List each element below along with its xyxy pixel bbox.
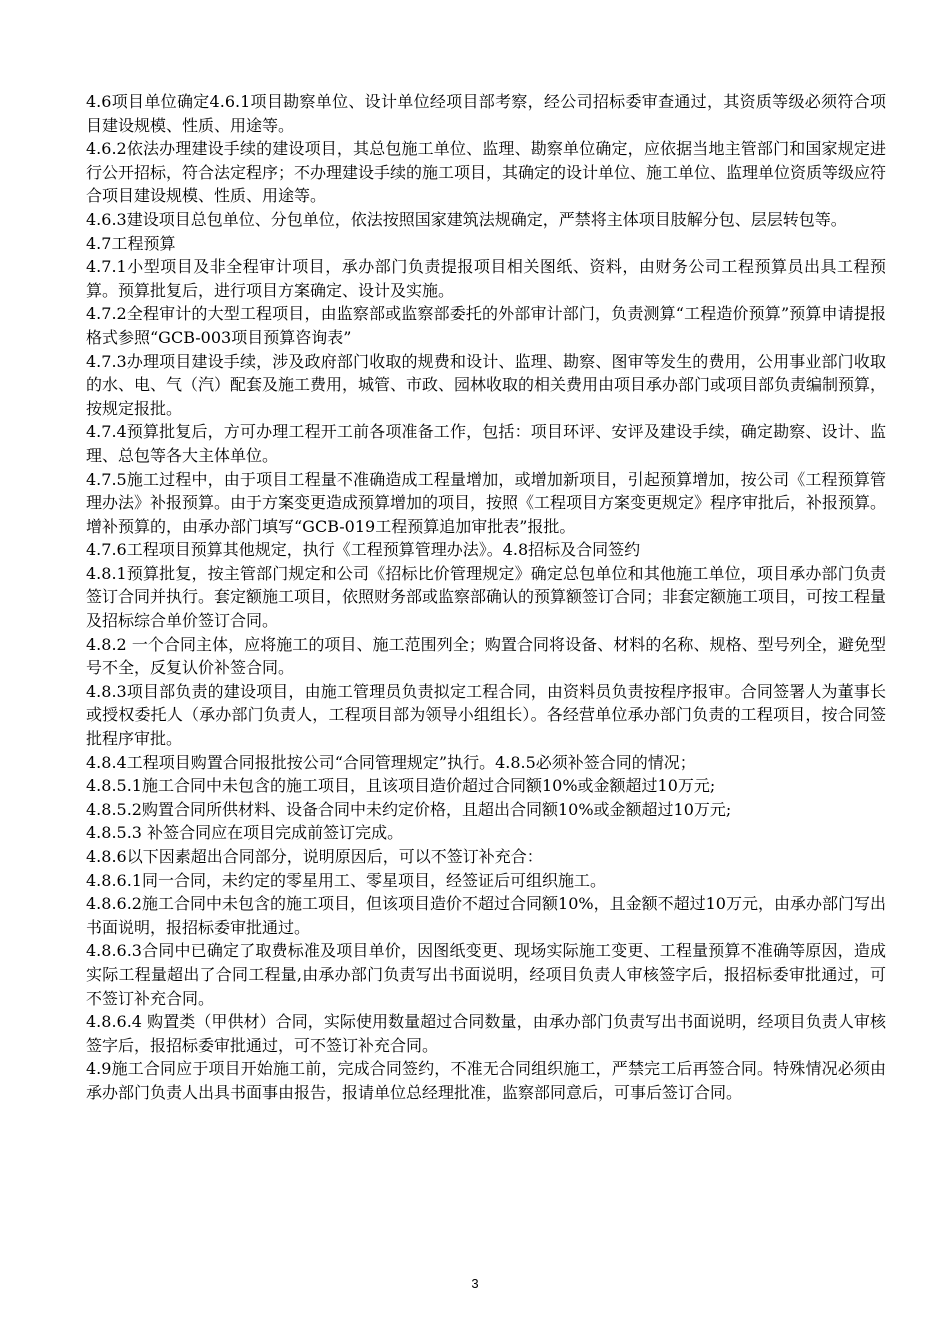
paragraph-4-7-1: 4.7.1小型项目及非全程审计项目，承办部门负责提报项目相关图纸、资料，由财务公司工程预算员出具工程预算。预算批复后，进行项目方案确定、设计及实施。 <box>86 257 886 300</box>
paragraph-4-8-1: 4.8.1预算批复，按主管部门规定和公司《招标比价管理规定》确定总包单位和其他施工单位，项目承办部门负责签订合同并执行。套定额施工项目，依照财务部或监察部确认的预算额签订合同；非套定额施工项目，可按工程量及招标综合单价签订合同。 <box>86 563 887 631</box>
paragraph-4-8-2: 4.8.2 一个合同主体，应将施工的项目、施工范围列全；购置合同将设备、材料的名称、规格、型号列全，避免型号不全，反复认价补签合同。 <box>86 634 886 678</box>
paragraph-4-9: 4.9施工合同应于项目开始施工前，完成合同签约，不准无合同组织施工，严禁完工后再签合同。特殊情况必须由承办部门负责人出具书面事由报告，报请单位总经理批准，监察部同意后，可事后签订合同。 <box>86 1059 886 1102</box>
paragraph-4-8-5-2: 4.8.5.2购置合同所供材料、设备合同中未约定价格，且超出合同额10%或金额超过10万元; <box>86 799 732 819</box>
paragraph-4-8-6-2: 4.8.6.2施工合同中未包含的施工项目，但该项目造价不超过合同额10%，且金额不超过10万元，由承办部门写出书面说明，报招标委审批通过。 <box>86 894 886 937</box>
paragraph-4-6-3: 4.6.3建设项目总包单位、分包单位，依法按照国家建筑法规确定，严禁将主体项目肢解分包、层层转包等。 <box>86 209 847 229</box>
paragraph-4-6: 4.6项目单位确定4.6.1项目勘察单位、设计单位经项目部考察，经公司招标委审查通过，其资质等级必须符合项目建设规模、性质、用途等。 <box>86 92 886 135</box>
section-heading-4-7: 4.7工程预算 <box>86 233 176 253</box>
paragraph-4-7-2: 4.7.2全程审计的大型工程项目，由监察部或监察部委托的外部审计部门，负责测算“工程造价预算”预算申请提报格式参照“GCB-003项目预算咨询表” <box>86 304 886 347</box>
paragraph-4-7-4: 4.7.4预算批复后，方可办理工程开工前各项准备工作，包括：项目环评、安评及建设手续，确定勘察、设计、监理、总包等各大主体单位。 <box>86 422 886 465</box>
paragraph-4-8-6: 4.8.6以下因素超出合同部分，说明原因后，可以不签订补充合： <box>86 847 543 866</box>
paragraph-4-7-6: 4.7.6工程项目预算其他规定，执行《工程预算管理办法》。4.8招标及合同签约 <box>86 540 641 560</box>
paragraph-4-8-6-1: 4.8.6.1同一合同，未约定的零星用工、零星项目，经签证后可组织施工。 <box>86 870 606 890</box>
paragraph-4-6-2: 4.6.2依法办理建设手续的建设项目，其总包施工单位、监理、勘察单位确定，应依据当地主管部门和国家规定进行公开招标，符合法定程序；不办理建设手续的施工项目，其确定的设计单位、施工单位、监理单位资质等级应符合项目建设规模、性质、用途等。 <box>86 139 887 206</box>
paragraph-4-7-3: 4.7.3办理项目建设手续，涉及政府部门收取的规费和设计、监理、勘察、图审等发生的费用，公用事业部门收取的水、电、气（汽）配套及施工费用，城管、市政、园林收取的相关费用由项目承办部门或项目部负责编制预算，按规定报批。 <box>86 351 887 418</box>
paragraph-4-8-5-3: 4.8.5.3 补签合同应在项目完成前签订完成。 <box>86 823 404 843</box>
paragraph-4-8-5-1: 4.8.5.1施工合同中未包含的施工项目，且该项目造价超过合同额10%或金额超过10万元; <box>86 776 716 796</box>
paragraph-4-8-4: 4.8.4工程项目购置合同报批按公司“合同管理规定”执行。4.8.5必须补签合同的情况； <box>86 752 696 772</box>
page-number: 3 <box>471 1276 479 1291</box>
paragraph-4-8-6-3: 4.8.6.3合同中已确定了取费标准及项目单价，因图纸变更、现场实际施工变更、工程量预算不准确等原因，造成实际工程量超出了合同工程量,由承办部门负责写出书面说明，经项目负责人审核签字后，报招标委审批通过，可不签订补充合同。 <box>86 941 886 1008</box>
paragraph-4-7-5: 4.7.5施工过程中，由于项目工程量不准确造成工程量增加，或增加新项目，引起预算增加，按公司《工程预算管理办法》补报预算。由于方案变更造成预算增加的项目，按照《工程项目方案变更规定》程序审批后，补报预算。增补预算的，由承办部门填写“GCB-019工程预算追加审批表”报批。 <box>86 469 887 536</box>
paragraph-4-8-6-4: 4.8.6.4 购置类（甲供材）合同，实际使用数量超过合同数量，由承办部门负责写出书面说明，经项目负责人审核签字后，报招标委审批通过，可不签订补充合同。 <box>86 1012 886 1055</box>
paragraph-4-8-3: 4.8.3项目部负责的建设项目，由施工管理员负责拟定工程合同，由资料员负责按程序报审。合同签署人为董事长或授权委托人（承办部门负责人，工程项目部为领导小组组长）。各经营单位承办部门负责的工程项目，按合同签批程序审批。 <box>86 681 886 749</box>
document-body <box>86 90 886 1105</box>
